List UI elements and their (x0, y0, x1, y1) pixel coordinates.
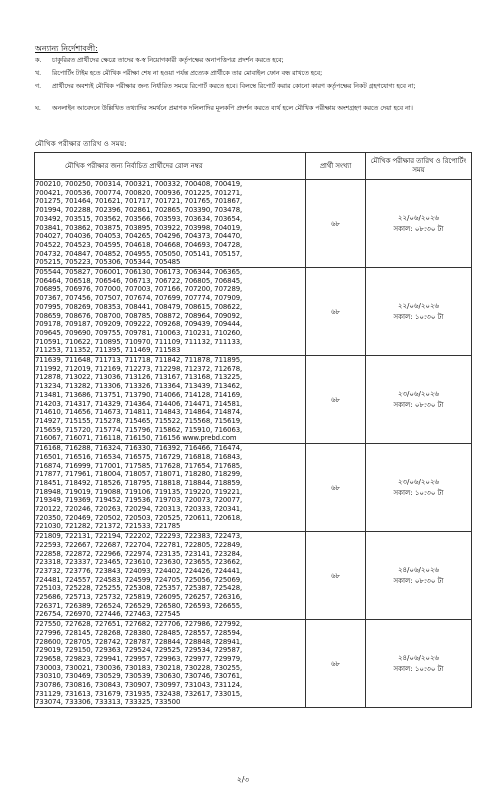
reporting-time: সকাল: ১০:৩০ টা (393, 664, 444, 673)
roll-line: 713234, 713282, 713306, 713326, 713364, 713439, 713462, (35, 382, 243, 391)
roll-line: 706464, 706518, 706546, 706713, 706722, 706805, 706845, (35, 276, 243, 285)
roll-line: 720122, 720246, 720263, 720294, 720313, 720333, 720341, (35, 505, 243, 514)
instruction-text: প্রার্থীদের অবশ্যই মৌখিক পরীক্ষার জন্য নির্ধারিত সময়ে রিপোর্ট করতে হবে। বিলম্বে রিপোর্ট করার কোনো কারণ কর্তৃপক্ষের নিকট গ্রহণযোগ্য হবে না; (52, 83, 416, 90)
roll-line: 724481, 724557, 724583, 724599, 724705, 725056, 725069, (35, 575, 243, 584)
roll-line: 727550, 727628, 727651, 727682, 727706, 727986, 727992, (35, 620, 243, 629)
roll-line: 709645, 709690, 709755, 709781, 710063, 710231, 710260, (35, 328, 243, 337)
roll-line: 708659, 708676, 708700, 708785, 708872, 708964, 709092, (35, 311, 243, 320)
roll-line: 700421, 700536, 700774, 700820, 700936, 701225, 701271, (35, 188, 243, 197)
candidate-count-cell: ৬৮ (306, 620, 366, 708)
schedule-cell (366, 356, 472, 444)
instruction-key: গ. (35, 83, 42, 90)
exam-date: ২২/০৬/২০২৬ (397, 301, 440, 310)
roll-numbers-cell (35, 620, 306, 708)
roll-line: 721809, 722131, 722194, 722202, 722293, 722383, 722473, (35, 532, 243, 541)
exam-date: ২২/০৬/২০২৬ (397, 213, 440, 222)
roll-line: 720350, 720469, 720502, 720503, 720525, 720611, 720618, (35, 513, 243, 522)
schedule-cell (366, 532, 472, 620)
roll-line: 722593, 722667, 722687, 722704, 722781, 722805, 722849, (35, 540, 243, 549)
page-number: ২/৩ (236, 775, 250, 784)
roll-line: 730310, 730469, 730529, 730539, 730630, 730746, 730761, (35, 672, 243, 681)
instructions-heading: অন্যান্য নির্দেশাবলী: (35, 44, 98, 53)
roll-line: 733074, 733306, 733313, 733325, 733500 (35, 698, 181, 707)
roll-line: 703841, 703862, 703875, 703895, 703922, 703998, 704019, (35, 223, 243, 232)
reporting-time: সকাল: ১০:৩০ টা (393, 312, 444, 321)
candidate-count-cell: ৬৮ (306, 444, 366, 532)
schedule-column-header: মৌখিক পরীক্ষার তারিখ ও রিপোর্টিং সময় (366, 153, 472, 180)
roll-line: 714927, 715155, 715278, 715465, 715522, 715568, 715619, (35, 416, 243, 425)
table-row (35, 356, 472, 444)
exam-date: ২৪/০৬/২০২৬ (397, 565, 440, 574)
exam-date: ২৩/০৬/২০২৬ (397, 477, 440, 486)
roll-line: 718451, 718492, 718526, 718795, 718818, 718844, 718859, (35, 478, 243, 487)
instruction-key: খ. (35, 70, 42, 77)
table-row (35, 268, 472, 356)
roll-line: 716501, 716516, 716534, 716575, 716729, 716818, 716843, (35, 452, 243, 461)
roll-line: 705215, 705223, 705306, 705344, 705485 (35, 258, 181, 267)
roll-numbers-cell (35, 532, 306, 620)
roll-line: 717877, 717961, 718004, 718057, 718071, 718280, 718299, (35, 470, 243, 479)
roll-line: 731129, 731613, 731679, 731935, 732438, 732617, 733015, (35, 689, 243, 698)
roll-line: 714610, 714656, 714673, 714811, 714843, 714864, 714874, (35, 408, 243, 417)
instruction-item (35, 70, 475, 78)
candidate-count-cell: ৬৮ (306, 532, 366, 620)
roll-column-header: মৌখিক পরীক্ষার জন্য নির্বাচিত প্রার্থীদের রোল নম্বর (35, 153, 306, 180)
reporting-time: সকাল: ০৮:৩০ টা (393, 400, 444, 409)
roll-line: 701275, 701464, 701621, 701717, 701721, 701765, 701867, (35, 197, 243, 206)
roll-line: 728600, 728705, 728742, 728787, 728844, 728848, 728941, (35, 637, 243, 646)
roll-line: 726754, 726970, 727446, 727463, 727545 (35, 610, 181, 619)
roll-line: 706895, 706976, 707000, 707003, 707166, 707200, 707289, (35, 285, 243, 294)
roll-line: 704027, 704036, 704053, 704265, 704296, 704373, 704470, (35, 232, 243, 241)
schedule-cell (366, 620, 472, 708)
table-row (35, 180, 472, 268)
roll-line: 730003, 730021, 730036, 730183, 730218, 730228, 730255, (35, 663, 243, 672)
schedule-table (34, 152, 472, 708)
table-row (35, 444, 472, 532)
candidate-count-cell: ৬৮ (306, 180, 366, 268)
reporting-time: সকাল: ০৮:৩০ টা (393, 576, 444, 585)
roll-line: 707995, 708269, 708353, 708441, 708479, 708615, 708622, (35, 302, 243, 311)
roll-line: 722858, 722872, 722966, 722974, 723135, 723141, 723284, (35, 549, 243, 558)
roll-line: 711639, 711648, 711713, 711718, 711842, 711878, 711895, (35, 356, 243, 365)
instruction-text: চাকুরিরত প্রার্থীদের ক্ষেত্রে তাদের স্ব-স্ব নিয়োগকারী কর্তৃপক্ষের অনাপত্তিপত্র প্রদর্শন করতে হবে; (52, 57, 284, 64)
roll-line: 704732, 704847, 704852, 704955, 705050, 705141, 705157, (35, 249, 243, 258)
roll-line: 716168, 716288, 716324, 716330, 716392, 716466, 716474, (35, 444, 243, 453)
roll-line: 729019, 729150, 729363, 729524, 729525, 729534, 729587, (35, 646, 243, 655)
roll-line: 723732, 723776, 723843, 724093, 724402, 724426, 724441, (35, 566, 243, 575)
table-body (35, 180, 472, 708)
roll-line: 721030, 721282, 721372, 721533, 721785 (35, 522, 181, 531)
roll-line: 726371, 726389, 726524, 726529, 726580, 726593, 726655, (35, 601, 243, 610)
roll-line: 725103, 725228, 725255, 725308, 725357, 725387, 725428, (35, 584, 243, 593)
roll-line: 701994, 702288, 702396, 702861, 702865, 703390, 703478, (35, 206, 243, 215)
roll-line: 730786, 730816, 730843, 730907, 730997, 731043, 731124, (35, 681, 243, 690)
roll-numbers-cell (35, 444, 306, 532)
instruction-key: ক. (35, 57, 42, 64)
roll-line: 711253, 711352, 711395, 711469, 711583 (35, 346, 181, 355)
roll-line: 723318, 723337, 723465, 723610, 723630, 723655, 723662, (35, 558, 243, 567)
roll-line: 713481, 713686, 713751, 713790, 714066, 714128, 714169, (35, 390, 243, 399)
roll-line: 707367, 707456, 707507, 707674, 707699, 707774, 707909, (35, 294, 243, 303)
roll-line: 711992, 712019, 712169, 712273, 712298, 712372, 712678, (35, 364, 243, 373)
table-row (35, 620, 472, 708)
roll-line: 700210, 700250, 700314, 700321, 700332, 700408, 700419, (35, 180, 243, 188)
exam-date: ২৩/০৬/২০২৬ (397, 389, 440, 398)
instruction-item (35, 105, 475, 113)
roll-line: 727996, 728145, 728268, 728380, 728485, 728557, 728594, (35, 628, 243, 637)
roll-line: 709178, 709187, 709209, 709222, 709268, 709439, 709444, (35, 320, 243, 329)
roll-line: 705544, 705827, 706001, 706130, 706173, 706344, 706365, (35, 268, 243, 277)
roll-numbers-cell (35, 180, 306, 268)
reporting-time: সকাল: ০৮:৩০ টা (393, 224, 444, 233)
schedule-cell (366, 444, 472, 532)
roll-line: 716067, 716071, 716118, 716150, 716156 www.prebd.com (35, 434, 237, 443)
count-column-header: প্রার্থী সংখ্যা (306, 153, 366, 180)
candidate-count-cell: ৬৮ (306, 356, 366, 444)
exam-date: ২৪/০৬/২০২৬ (397, 653, 440, 662)
candidate-count-cell: ৬৮ (306, 268, 366, 356)
roll-line: 716874, 716999, 717001, 717585, 717628, 717654, 717685, (35, 461, 243, 470)
instruction-item (35, 83, 475, 91)
table-row (35, 532, 472, 620)
roll-line: 718948, 719019, 719088, 719106, 719135, 719220, 719221, (35, 487, 243, 496)
roll-line: 712878, 713022, 713036, 713126, 713167, 713168, 713225, (35, 373, 243, 382)
roll-numbers-cell (35, 268, 306, 356)
roll-line: 710591, 710622, 710895, 710970, 711109, 711132, 711133, (35, 337, 243, 346)
roll-line: 714203, 714317, 714329, 714364, 714406, 714471, 714581, (35, 399, 243, 408)
roll-line: 725686, 725713, 725732, 725819, 726095, 726257, 726316, (35, 593, 243, 602)
roll-line: 703492, 703515, 703562, 703566, 703593, 703634, 703654, (35, 214, 243, 223)
roll-line: 704522, 704523, 704595, 704618, 704668, 704693, 704728, (35, 240, 243, 249)
table-header-row (35, 153, 472, 180)
instruction-text: অনলাইন আবেদনে উল্লিখিত তথ্যাদির সমর্থনে প্রমাণক দলিলাদির মূলকপি প্রদর্শন করতে ব্যর্থ হলে মৌখিক পরীক্ষায় অংশগ্রহণ করতে দেয়া হবে না। (52, 105, 413, 112)
roll-line: 719349, 719369, 719452, 719536, 719703, 720073, 720077, (35, 496, 243, 505)
instruction-item (35, 57, 475, 65)
roll-line: 729658, 729823, 729941, 729957, 729963, 729977, 729979, (35, 654, 243, 663)
instruction-key: ঘ. (35, 105, 41, 112)
roll-line: 715659, 715720, 715774, 715796, 715862, 715910, 716063, (35, 425, 243, 434)
schedule-cell (366, 268, 472, 356)
table-title: মৌখিক পরীক্ষার তারিখ ও সময়: (35, 139, 127, 148)
roll-numbers-cell (35, 356, 306, 444)
schedule-cell (366, 180, 472, 268)
instruction-text: রিপোর্টিং টাইম হতে মৌখিক পরীক্ষা শেষ না হওয়া পর্যন্ত প্রত্যেক প্রার্থীকে তার মোবাইল ফোন বন্ধ রাখতে হবে; (52, 70, 323, 77)
reporting-time: সকাল: ১০:৩০ টা (393, 488, 444, 497)
